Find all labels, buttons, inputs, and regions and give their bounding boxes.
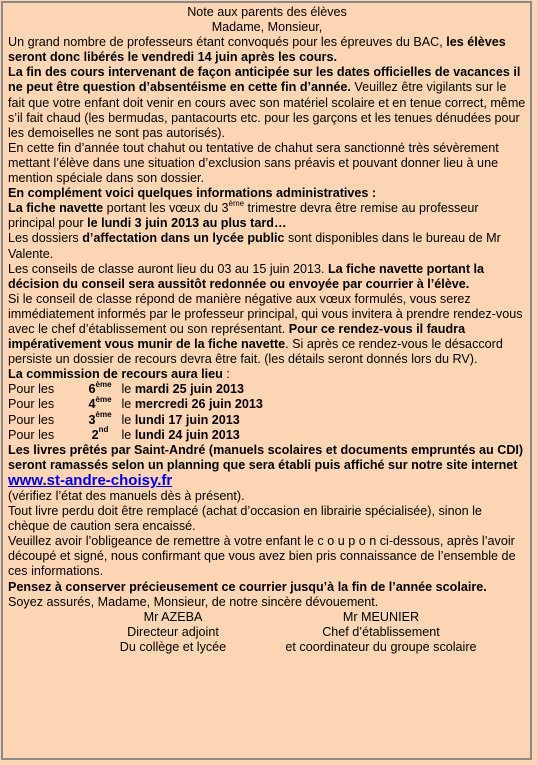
bold-text: La fiche navette — [8, 201, 104, 216]
paragraph-livre-perdu: Tout livre perdu doit être remplacé (achat d’occasion en librairie spécialisée), sinon le chèque de caution sera encaissé. — [8, 504, 482, 534]
text: le — [121, 412, 132, 427]
session-date: mercredi 26 juin 2013 — [134, 397, 263, 412]
bold-text: Pensez à conserver précieusement ce courrier jusqu’à la fin de l’année scolaire. — [8, 579, 487, 594]
session-date: lundi 17 juin 2013 — [134, 412, 240, 427]
paragraph-affectation — [8, 231, 526, 261]
bold-text: d’affectation dans un lycée public — [82, 231, 285, 246]
text: Si le conseil de classe répond de manière négative aux vœux formulés, vous serez immédiatement informés par le professeur principal, qui vous invitera à prendre rendez-vous avec le chef d’établissement ou son représentant. — [8, 291, 523, 336]
bold-text: Pour ce rendez-vous il faudra impérativement vous munir de la fiche navette — [8, 321, 466, 352]
signer-role: Directeur adjoint — [127, 625, 219, 640]
bold-text: En complément voici quelques informations administratives : — [8, 186, 377, 201]
text: Les conseils de classe auront lieu du 03 au 15 juin 2013. — [8, 261, 328, 276]
session-level: 6ème — [88, 380, 112, 397]
signatures — [8, 610, 526, 656]
closing: Soyez assurés, Madame, Monsieur, de notre sincère dévouement. — [8, 594, 379, 609]
text: le — [121, 397, 132, 412]
commission-heading — [8, 367, 526, 382]
paragraph-attendance — [8, 65, 526, 140]
session-row — [8, 410, 526, 428]
paragraph-recours — [8, 292, 526, 367]
paragraph-bac — [8, 35, 526, 65]
paragraph-fiche-navette — [8, 201, 526, 231]
bold-text: La fin des cours intervenant de façon anticipée sur les dates officielles de vacances il ne peut être question d’absentéisme en cette fin d’année. — [8, 65, 521, 95]
signature-azeba — [78, 610, 268, 656]
session-row — [8, 425, 526, 443]
signer-role: Chef d’établissement — [322, 625, 440, 640]
session-label: Pour les — [8, 382, 55, 397]
signer-name: Mr AZEBA — [143, 609, 203, 624]
text: : — [222, 367, 230, 382]
text: le — [121, 382, 132, 397]
paragraph-manuels: (vérifiez l’état des manuels dès à présent). — [8, 489, 245, 503]
paragraph-coupon: Veuillez avoir l’obligeance de remettre à votre enfant le c o u p o n ci-dessous, après l’avoir découpé et signé, nous confirmant que vous avez bien pris connaissance de l’ensemble de ces informations. — [8, 534, 516, 579]
commission-sessions — [8, 382, 526, 442]
session-label: Pour les — [8, 397, 55, 412]
text: trimestre devra être remise au professeur principal pour — [8, 201, 479, 231]
paragraph-conseils — [8, 262, 526, 292]
session-row — [8, 382, 526, 397]
letter-heading: Note aux parents des élèves — [187, 5, 347, 19]
session-label: Pour les — [8, 427, 55, 442]
paragraph-conserver — [8, 580, 526, 595]
text: sont disponibles dans le bureau de Mr Valente. — [8, 231, 501, 261]
session-level: 2nd — [91, 425, 109, 442]
text: Les dossiers — [8, 231, 83, 246]
session-level: 3ème — [88, 410, 112, 427]
session-label: Pour les — [8, 412, 55, 427]
text: . Si après ce rendez-vous le désaccord persiste un dossier de recours devra être fait. (les détails seront donnés lors du RV). — [8, 337, 503, 367]
letter — [1, 1, 532, 760]
paragraph-livres — [8, 443, 526, 489]
signer-detail: et coordinateur du groupe scolaire — [285, 640, 477, 655]
signature-meunier — [246, 610, 516, 656]
signer-detail: Du collège et lycée — [119, 640, 227, 655]
text: portant les vœux du 3 — [103, 201, 229, 216]
superscript: ème — [228, 199, 245, 209]
session-date: mardi 25 juin 2013 — [134, 382, 245, 397]
salutation: Madame, Monsieur, — [211, 20, 323, 35]
bold-text: La fiche navette portant la décision du conseil sera aussitôt redonnée ou envoyée par courrier à l’élève. — [8, 261, 485, 291]
bold-text: les élèves seront donc libérés le vendredi 14 juin après les cours. — [8, 35, 506, 65]
paragraph-discipline: En cette fin d’année tout chahut ou tentative de chahut sera sanctionné très sévèrement mettant l’élève dans une situation d’exclusion sans préavis et pouvant donner lieu à une mention spéciale dans son dossier. — [8, 140, 499, 186]
website-link[interactable]: www.st-andre-choisy.fr — [8, 471, 173, 489]
signer-name: Mr MEUNIER — [342, 609, 420, 624]
text: le — [121, 427, 132, 442]
session-level: 4ème — [88, 395, 112, 412]
text: Un grand nombre de professeurs étant convoqués pour les épreuves du BAC, — [8, 35, 447, 50]
bold-text: le lundi 3 juin 2013 au plus tard… — [87, 216, 287, 231]
session-row — [8, 397, 526, 412]
bold-text: Les livres prêtés par Saint-André (manuels scolaires et documents empruntés au CDI) seront ramassés selon un planning que sera établi puis affiché sur notre site internet — [8, 442, 524, 472]
admin-info-heading — [8, 186, 526, 201]
text: Veuillez être vigilants sur le fait que votre enfant doit venir en cours avec son matériel scolaire et en tenue correct, même s’il fait chaud (les bermudas, pantacourts etc. pour les garçons et les tenues dénudées pour les demoiselles ne sont pas autorisés). — [8, 80, 526, 140]
session-date: lundi 24 juin 2013 — [134, 427, 240, 442]
bold-text: La commission de recours aura lieu — [8, 367, 223, 382]
